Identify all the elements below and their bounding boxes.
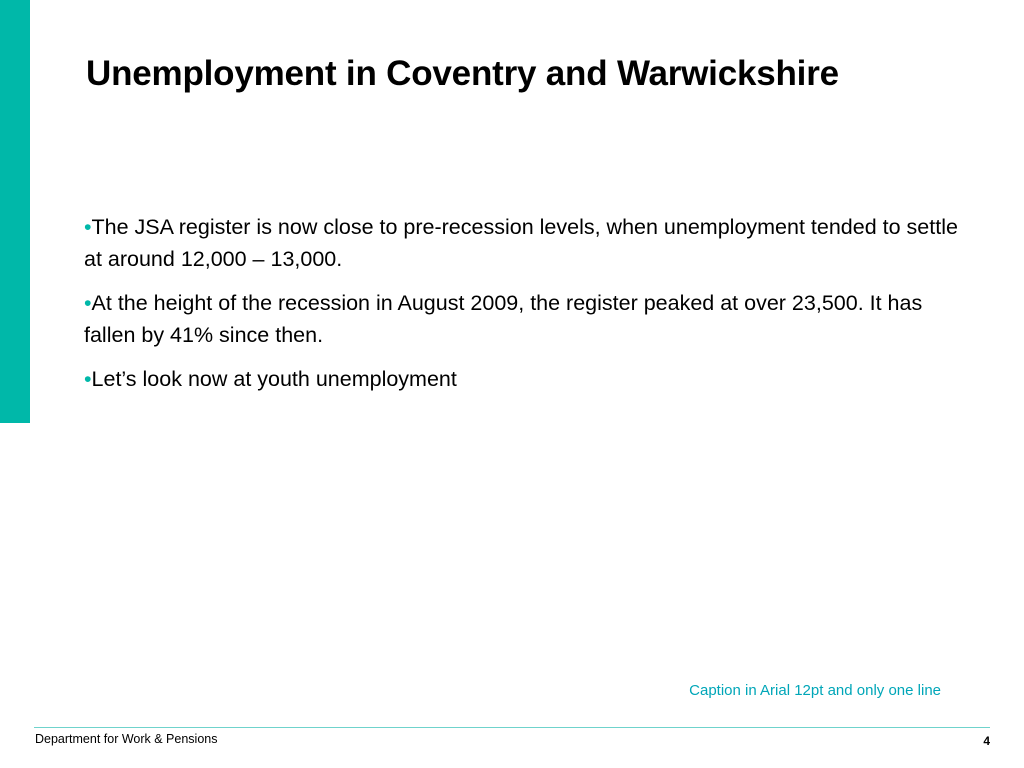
bullet-glyph: • [84,291,92,315]
bullet-text: The JSA register is now close to pre-recession levels, when unemployment tended to settle at around 12,000 – 13,000. [84,215,958,271]
bullet-item [84,211,964,275]
footer-organization: Department for Work & Pensions [35,732,218,746]
slide-title: Unemployment in Coventry and Warwickshire [86,54,839,93]
bullet-text: At the height of the recession in August 2009, the register peaked at over 23,500. It has fallen by 41% since then. [84,291,923,347]
bullet-list [84,211,964,407]
bullet-item [84,363,964,395]
bullet-text: Let’s look now at youth unemployment [91,367,457,391]
bullet-glyph: • [84,367,92,391]
accent-bar [0,0,30,423]
bullet-glyph: • [84,215,92,239]
page-number: 4 [983,734,990,748]
caption: Caption in Arial 12pt and only one line [689,682,941,699]
bullet-item [84,287,964,351]
footer-divider [34,727,990,728]
